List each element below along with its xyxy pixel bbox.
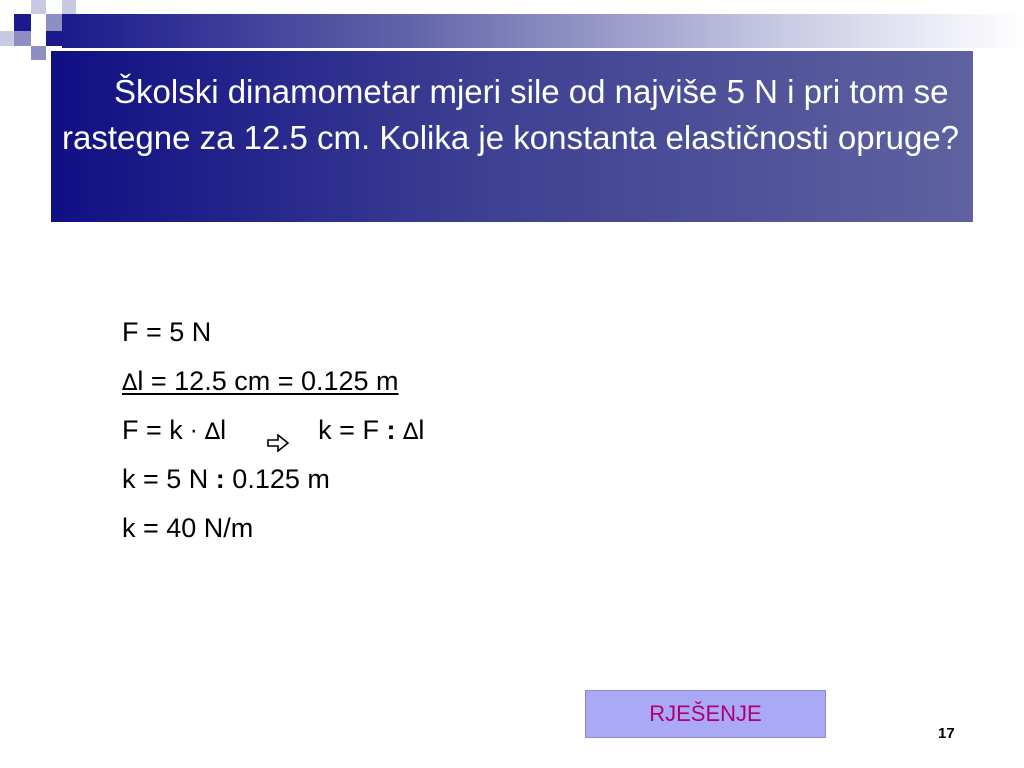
right-arrow-icon — [266, 419, 290, 437]
deco-square — [31, 46, 46, 60]
deco-square — [14, 31, 31, 46]
deco-square — [0, 31, 14, 46]
delta-symbol: ∆ — [122, 370, 138, 396]
page-number: 17 — [938, 725, 955, 742]
solution-lines — [122, 308, 424, 553]
result-line — [122, 504, 424, 553]
deco-square — [46, 14, 62, 31]
colon-operator: : — [215, 464, 225, 494]
solution-button-label: RJEŠENJE — [649, 701, 762, 726]
formula-left-a: F = k — [122, 415, 191, 445]
deco-square — [14, 14, 31, 31]
title-box — [51, 51, 973, 222]
delta-symbol: ∆ — [402, 419, 419, 445]
multiply-dot: · — [190, 420, 198, 445]
colon-operator: : — [386, 415, 396, 445]
header-gradient-band — [62, 14, 1024, 48]
calc-a: k = 5 N — [122, 464, 216, 494]
formula-left-b: l — [220, 415, 227, 445]
deco-square — [31, 0, 46, 14]
deco-square — [46, 31, 62, 46]
formula-right-b: l — [418, 415, 425, 445]
given-extension-text: l = 12.5 cm = 0.125 m — [137, 366, 399, 396]
given-force-text: F = 5 N — [122, 317, 212, 347]
calc-b: 0.125 m — [224, 464, 330, 494]
calculation-line — [122, 455, 424, 504]
slide-title: Školski dinamometar mjeri sile od najviše 5 N i pri tom se rastegne za 12.5 cm. Kolika je konstanta elastičnosti opruge? — [62, 73, 960, 156]
given-extension-line — [122, 357, 424, 406]
delta-symbol: ∆ — [204, 419, 221, 445]
solution-button[interactable] — [585, 690, 826, 738]
given-force-line — [122, 308, 424, 357]
result-text: k = 40 N/m — [122, 513, 254, 543]
formula-line — [122, 406, 424, 455]
formula-right-a: k = F — [318, 415, 387, 445]
deco-square — [62, 0, 76, 14]
